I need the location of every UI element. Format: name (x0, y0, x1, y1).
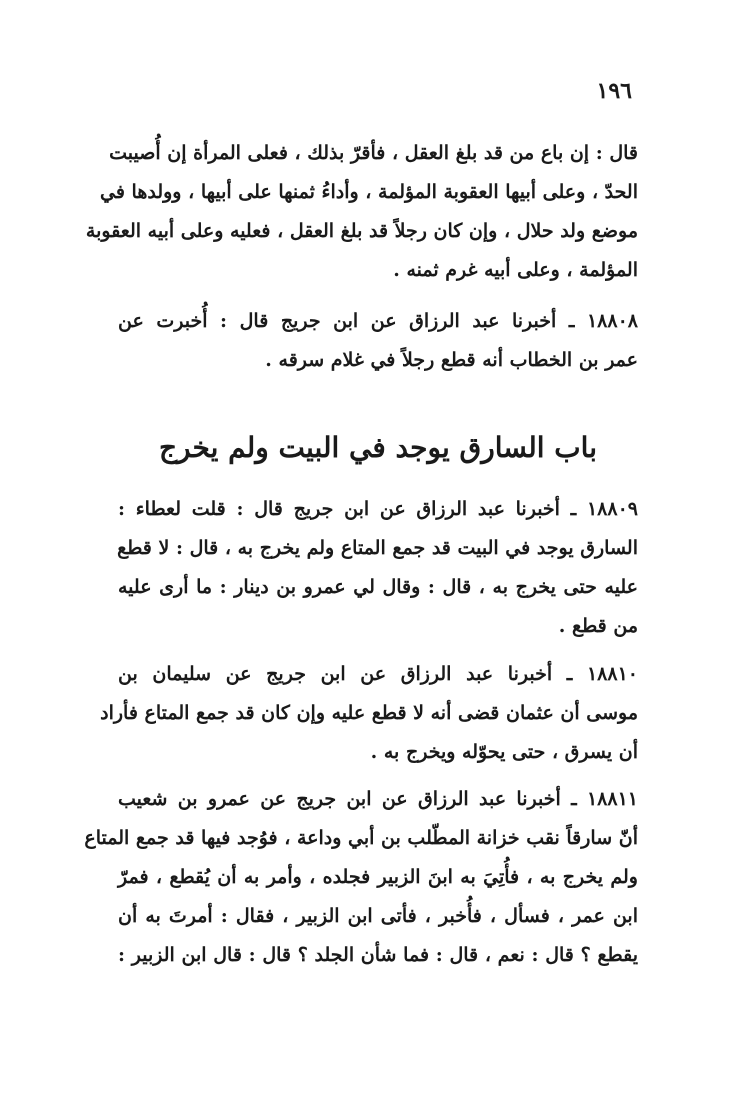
text-line: أن يسرق ، حتى يحوّله ويخرج به . (370, 741, 638, 763)
text-line: ولم يخرج به ، فأُتِيَ به ابنَ الزبير فجلده ، وأمر به أن يُقطع ، فمرّ (118, 866, 638, 888)
text-line: عمر بن الخطاب أنه قطع رجلاً في غلام سرقه . (265, 349, 638, 371)
text-line: ١٨٨٠٨ ـ أخبرنا عبد الرزاق عن ابن جريج قال : أُخبرت عن (118, 310, 638, 332)
text-line: موسى أن عثمان قضى أنه لا قطع عليه وإن كان قد جمع المتاع فأراد (100, 702, 638, 724)
text-line: المؤلمة ، وعلى أبيه غرم ثمنه . (393, 259, 638, 281)
hadith-18811 (84, 780, 638, 975)
text-line: ابن عمر ، فسأل ، فأُخبر ، فأتى ابن الزبير ، فقال : أمرتَ به أن (118, 905, 638, 927)
text-line: ١٨٨١٠ ـ أخبرنا عبد الرزاق عن ابن جريج عن سليمان بن (118, 663, 638, 685)
hadith-18808 (118, 302, 638, 380)
text-line: أنّ سارقاً نقب خزانة المطّلب بن أبي وداعة ، فوُجد فيها قد جمع المتاع (84, 827, 638, 849)
chapter-heading: باب السارق يوجد في البيت ولم يخرج (158, 431, 597, 464)
text-line: قال : إن باع من قد بلغ العقل ، فأقرّ بذلك ، فعلى المرأة إن أُصيبت (109, 142, 638, 164)
page-number: ١٩٦ (596, 78, 632, 104)
text-line: ١٨٨٠٩ ـ أخبرنا عبد الرزاق عن ابن جريج قال : قلت لعطاء : (118, 498, 638, 520)
hadith-18810 (100, 655, 638, 772)
text-line: يقطع ؟ قال : نعم ، قال : فما شأن الجلد ؟ قال : قال ابن الزبير : (118, 944, 638, 966)
hadith-18809 (118, 490, 638, 646)
text-line: الحدّ ، وعلى أبيها العقوبة المؤلمة ، وأداءُ ثمنها على أبيها ، وولدها في (100, 181, 638, 203)
text-line: موضع ولد حلال ، وإن كان رجلاً قد بلغ العقل ، فعليه وعلى أبيه العقوبة (85, 220, 638, 242)
text-line: ١٨٨١١ ـ أخبرنا عبد الرزاق عن ابن جريج عن عمرو بن شعيب (118, 788, 638, 810)
text-line: عليه حتى يخرج به ، قال : وقال لي عمرو بن دينار : ما أرى عليه (118, 576, 638, 598)
text-line: من قطع . (558, 615, 638, 637)
text-line: السارق يوجد في البيت قد جمع المتاع ولم يخرج به ، قال : لا قطع (117, 537, 638, 559)
paragraph-continuation (85, 134, 638, 290)
